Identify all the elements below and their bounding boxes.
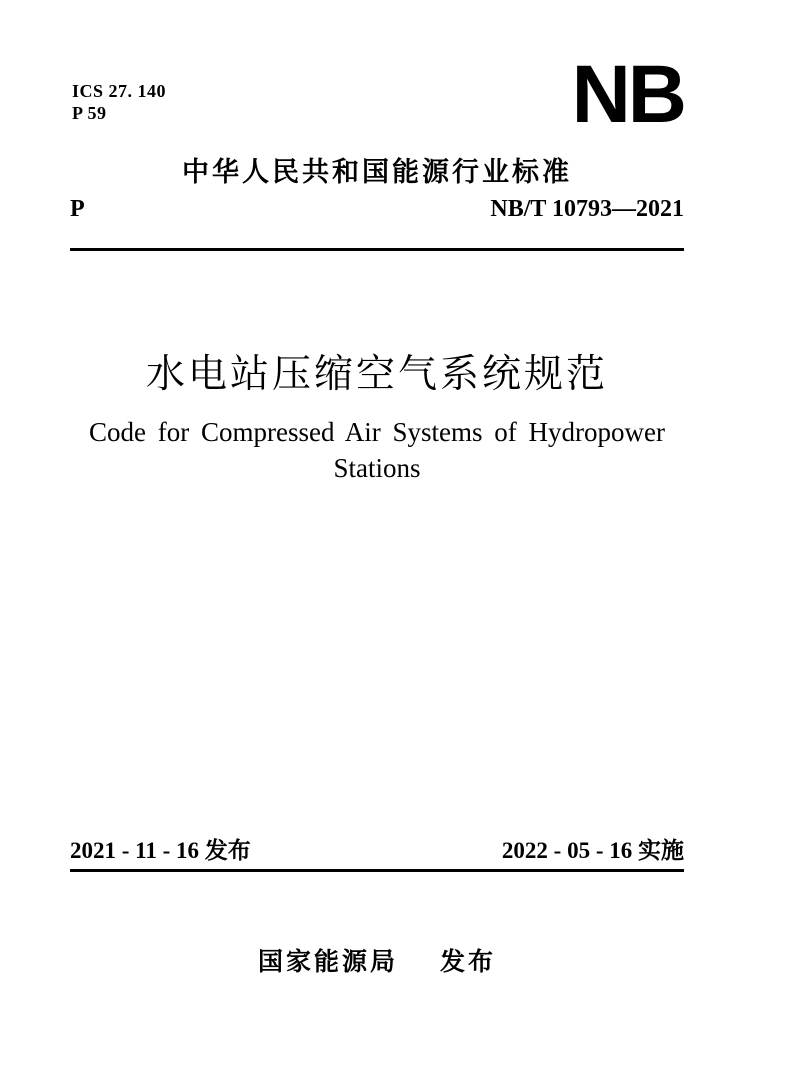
issue-date: 2021 - 11 - 16 发布 xyxy=(70,838,251,863)
publisher-row xyxy=(70,942,684,978)
code-row xyxy=(70,196,684,223)
doc-class-code: P 59 xyxy=(72,103,107,123)
standard-type-heading: 中华人民共和国能源行业标准 xyxy=(182,157,572,187)
document-title-en xyxy=(70,414,684,486)
bottom-horizontal-rule xyxy=(70,869,684,872)
nb-logo: NB xyxy=(571,49,684,140)
document-title-zh: 水电站压缩空气系统规范 xyxy=(145,353,608,396)
top-horizontal-rule xyxy=(70,248,684,251)
ics-classification-block xyxy=(72,80,166,124)
standard-number: NB/T 10793—2021 xyxy=(490,196,684,222)
content-column xyxy=(70,0,684,1087)
publish-label: 发布 xyxy=(440,948,497,976)
document-title-en-line2: Stations xyxy=(333,453,421,483)
ics-code: ICS 27. 140 xyxy=(72,81,167,101)
document-title-en-line1: Code for Compressed Air Systems of Hydropower xyxy=(89,417,665,447)
implement-date: 2022 - 05 - 16 实施 xyxy=(501,838,684,863)
publisher-name: 国家能源局 xyxy=(257,948,398,976)
category-letter: P xyxy=(70,196,85,222)
dates-row xyxy=(70,832,684,865)
